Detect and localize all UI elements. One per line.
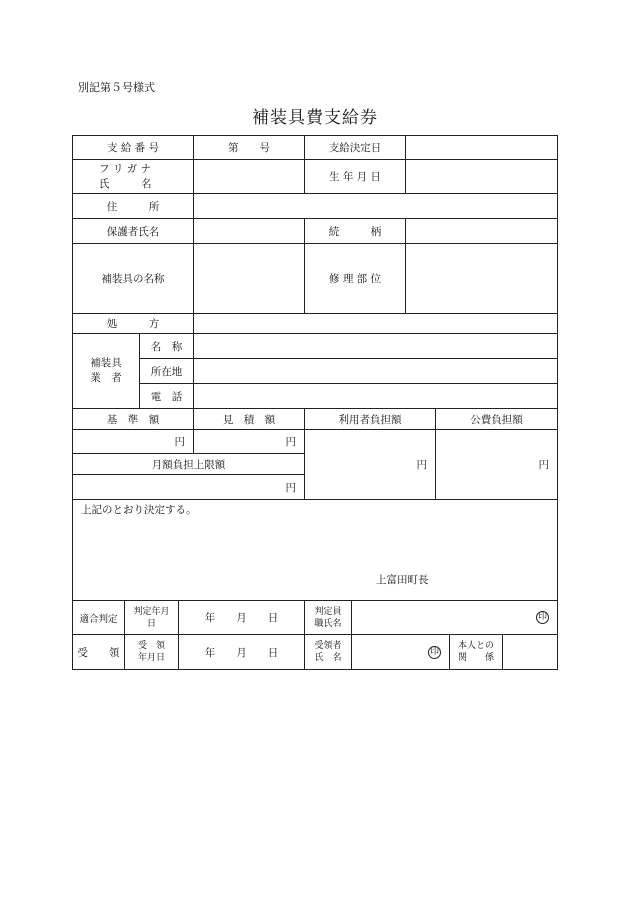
receipt-date-label-line1: 受 領 (137, 641, 165, 651)
user-burden-label: 利用者負担額 (304, 408, 436, 430)
vendor-label (72, 333, 140, 409)
form-number: 別記第５号様式 (78, 81, 155, 94)
vendor-location-label: 所在地 (139, 358, 194, 384)
guardian-label: 保護者氏名 (72, 218, 194, 244)
repair-part-field[interactable] (405, 243, 558, 314)
receipt-date-label (124, 634, 179, 670)
receipt-label: 受 領 (72, 634, 125, 670)
recipient-name-field[interactable] (351, 634, 450, 670)
prescription-field[interactable] (193, 313, 558, 334)
monthly-cap-field[interactable]: 円 (72, 474, 305, 500)
support-number-field[interactable]: 第 号 (193, 135, 305, 160)
prescription-label: 処 方 (72, 313, 194, 334)
name-field[interactable] (193, 159, 305, 194)
relation-to-person-label (449, 634, 503, 670)
receipt-date-label-line2: 年月日 (137, 653, 165, 663)
relationship-label: 続 柄 (304, 218, 406, 244)
relation-to-person-label-line2: 関 係 (457, 653, 494, 663)
recipient-name-label-line1: 受領者 (314, 641, 342, 651)
dob-label: 生 年 月 日 (304, 159, 406, 194)
guardian-field[interactable] (193, 218, 305, 244)
judgement-date-label (124, 600, 179, 635)
judge-officer-label-line1: 判定員 (314, 606, 342, 617)
seal-icon: 印 (429, 646, 439, 657)
judgement-date-label-line1: 判定年月 (133, 606, 170, 617)
repair-part-label: 修 理 部 位 (304, 243, 406, 314)
public-burden-field[interactable]: 円 (435, 429, 558, 500)
relation-to-person-field[interactable] (502, 634, 558, 670)
decision-notice (72, 499, 558, 601)
device-name-label: 補装具の名称 (72, 243, 194, 314)
page-title: 補装具費支給券 (252, 108, 378, 128)
support-number-label: 支 給 番 号 (72, 135, 194, 160)
estimate-amount-field[interactable]: 円 (193, 429, 305, 454)
receipt-date-field[interactable]: 年 月 日 (178, 634, 305, 670)
decision-notice-text: 上記のとおり決定する。 (81, 504, 197, 516)
full-name-label: 氏 名 (99, 177, 152, 190)
dob-field[interactable] (405, 159, 558, 194)
judge-officer-label-line2: 職氏名 (314, 618, 342, 629)
standard-amount-label: 基 準 額 (72, 408, 194, 430)
form-grid (72, 135, 558, 670)
mayor-signature: 上富田町長 (376, 574, 429, 586)
furigana-label: フ リ ガ ナ (99, 162, 152, 175)
vendor-phone-field[interactable] (193, 383, 558, 409)
judge-officer-field[interactable] (351, 600, 558, 635)
conformity-judgement-label: 適合判定 (72, 600, 125, 635)
decision-date-field[interactable] (405, 135, 558, 160)
estimate-amount-label: 見 積 額 (193, 408, 305, 430)
device-name-field[interactable] (193, 243, 305, 314)
public-burden-label: 公費負担額 (435, 408, 558, 430)
monthly-cap-label: 月額負担上限額 (72, 453, 305, 475)
vendor-location-field[interactable] (193, 358, 558, 384)
address-label: 住 所 (72, 193, 194, 219)
vendor-name-field[interactable] (193, 333, 558, 359)
judgement-date-field[interactable]: 年 月 日 (178, 600, 305, 635)
user-burden-field[interactable]: 円 (304, 429, 436, 500)
standard-amount-field[interactable]: 円 (72, 429, 194, 454)
address-field[interactable] (193, 193, 558, 219)
relation-to-person-label-line1: 本人との (457, 641, 494, 651)
seal-icon: 印 (537, 612, 547, 622)
relationship-field[interactable] (405, 218, 558, 244)
name-label (72, 159, 194, 194)
vendor-label-line1: 補装具 (90, 357, 122, 369)
vendor-name-label: 名 称 (139, 333, 194, 359)
vendor-phone-label: 電 話 (139, 383, 194, 409)
decision-date-label: 支給決定日 (304, 135, 406, 160)
recipient-name-label-line2: 氏 名 (314, 653, 342, 663)
vendor-label-line2: 業 者 (90, 372, 122, 384)
judge-officer-label (304, 600, 352, 635)
recipient-name-label (304, 634, 352, 670)
judgement-date-label-line2: 日 (146, 618, 156, 629)
